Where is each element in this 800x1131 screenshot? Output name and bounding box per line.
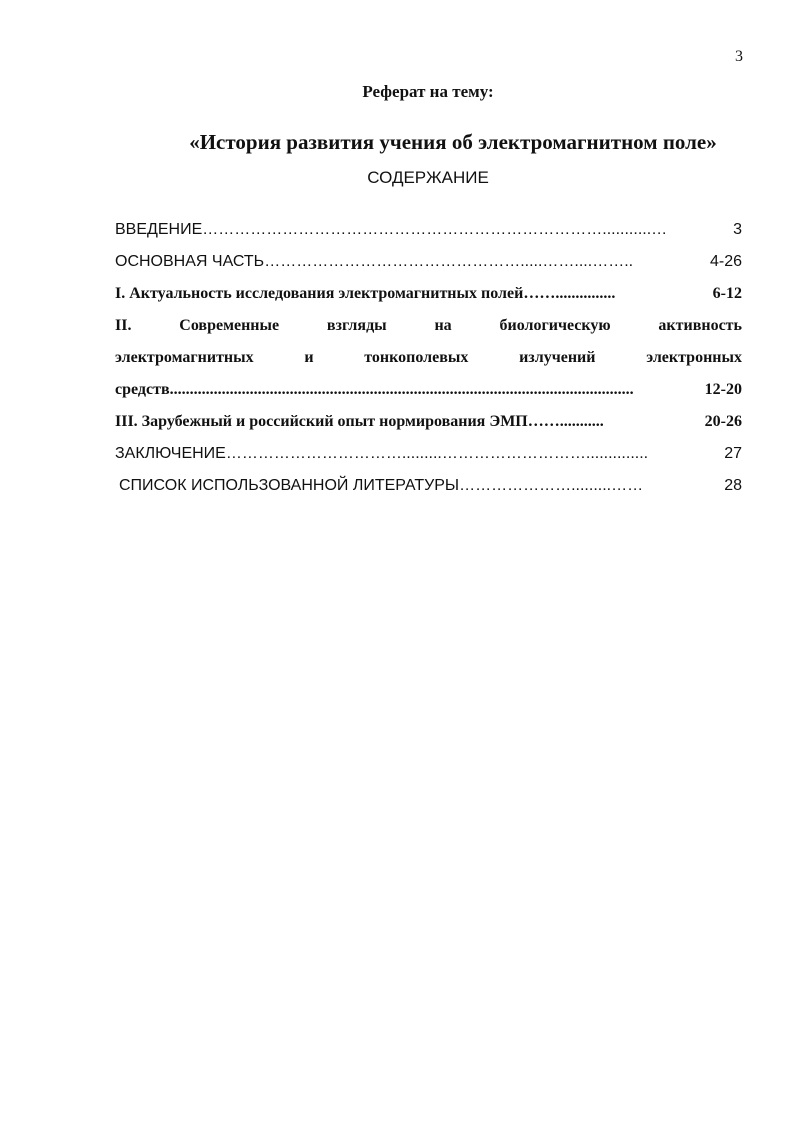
toc-entry-title-line-3 — [115, 374, 742, 406]
toc-leader-dots: …………………………………………………………………...........… — [202, 221, 668, 238]
toc-entry-title-line-2: электромагнитных и тонкополевых излучений электронных — [115, 349, 742, 366]
toc-entry-title: I. Актуальность исследования электромагнитных полей — [115, 285, 524, 302]
toc-entry-title: средств — [115, 381, 170, 398]
toc-page-number: 28 — [724, 477, 742, 494]
toc-leader-dots: .................................................................................................................... — [169, 381, 634, 398]
toc-heading: СОДЕРЖАНИЕ — [367, 168, 489, 187]
toc-entry-main-part[interactable] — [115, 246, 742, 278]
toc-entry-section-2[interactable] — [115, 310, 742, 406]
toc-entry-section-3[interactable] — [115, 406, 742, 438]
toc-page-number: 12-20 — [704, 381, 742, 398]
toc-entry-title: ВВЕДЕНИЕ — [115, 221, 203, 238]
toc-leader-dots: ………………….........…… — [459, 477, 644, 494]
document-subtitle: Реферат на тему: — [362, 82, 494, 101]
toc-leader-dots: ……............... — [523, 285, 616, 302]
toc-entry-title-line-1: II. Современные взгляды на биологическую активность — [115, 317, 742, 334]
toc-leader-dots: ………………………………………….....……....…….. — [264, 253, 634, 270]
toc-entry-conclusion[interactable] — [115, 438, 742, 470]
toc-page-number: 4-26 — [709, 253, 742, 270]
toc-page-number: 20-26 — [704, 413, 742, 430]
page-number: 3 — [735, 48, 743, 65]
toc-entry-introduction[interactable] — [115, 214, 742, 246]
toc-leader-dots: ……........... — [527, 413, 604, 430]
document-title: «История развития учения об электромагнитном поле» — [189, 130, 717, 154]
toc-entry-title: СПИСОК ИСПОЛЬЗОВАННОЙ ЛИТЕРАТУРЫ — [119, 477, 460, 494]
toc-leader-dots: …………………………….........……………………….............. — [225, 445, 649, 462]
toc-entry-title: ОСНОВНАЯ ЧАСТЬ — [115, 253, 265, 270]
toc-entry-references[interactable] — [115, 470, 742, 502]
toc-entry-section-1[interactable] — [115, 278, 742, 310]
table-of-contents — [115, 214, 742, 502]
toc-page-number: 27 — [724, 445, 742, 462]
toc-entry-title: III. Зарубежный и российский опыт нормирования ЭМП — [115, 413, 528, 430]
toc-page-number: 3 — [733, 221, 742, 238]
toc-page-number: 6-12 — [712, 285, 742, 302]
toc-entry-title: ЗАКЛЮЧЕНИЕ — [115, 445, 226, 462]
